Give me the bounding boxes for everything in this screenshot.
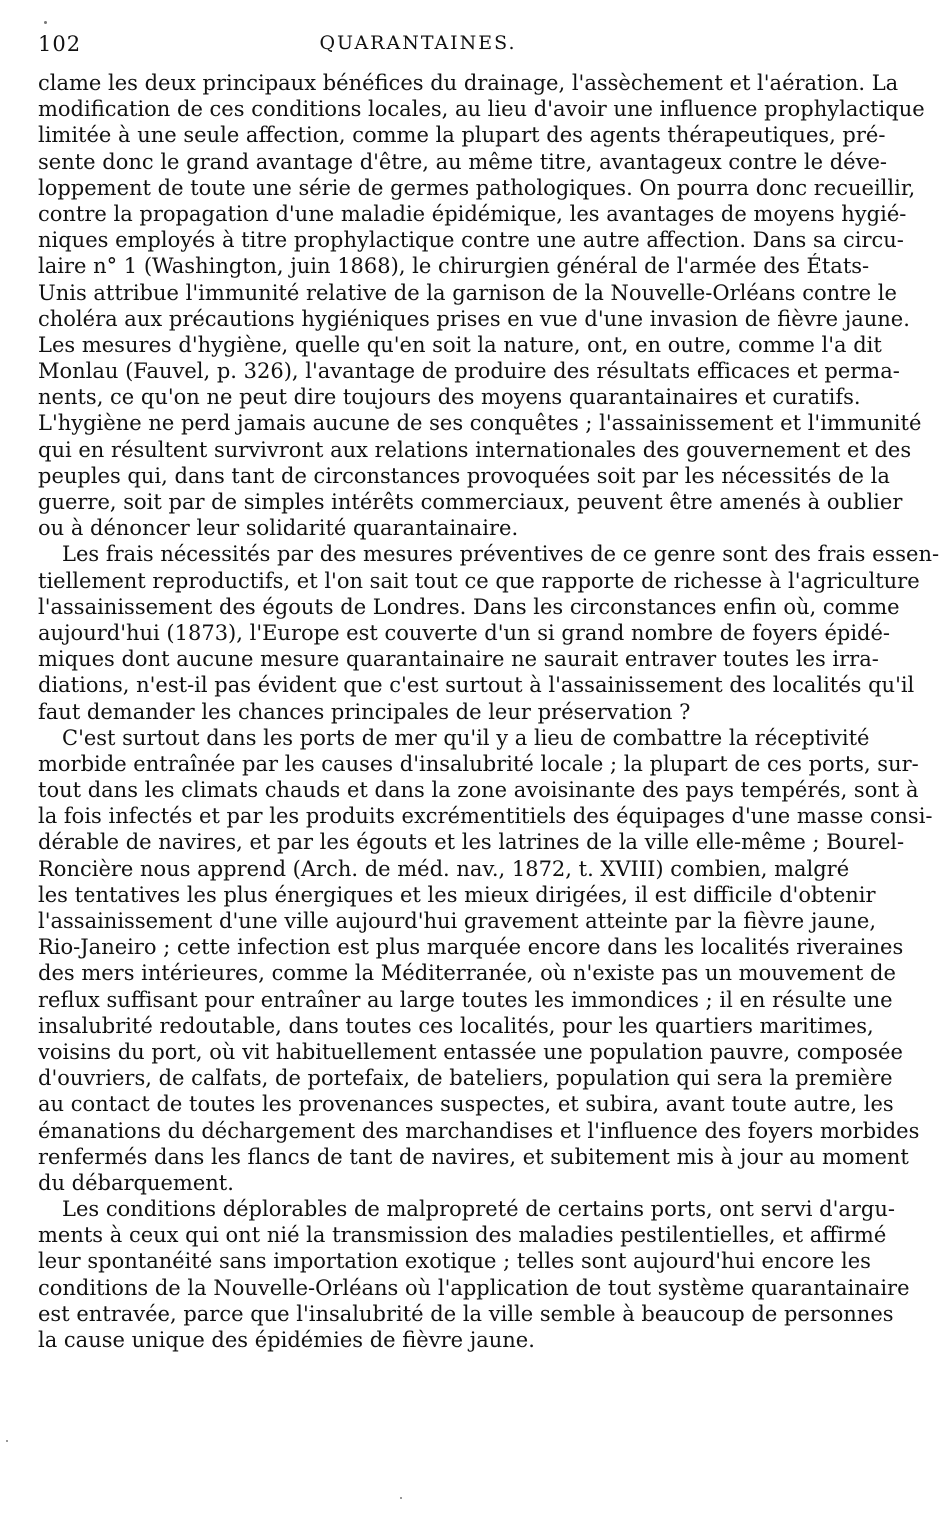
paragraph [38,70,925,541]
text-line: Roncière nous apprend (Arch. de méd. nav., 1872, t. XVIII) combien, malgré [38,856,850,881]
text-line: est entravée, parce que l'insalubrité de la ville semble à beaucoup de personnes [38,1301,894,1326]
text-line: limitée à une seule affection, comme la plupart des agents thérapeutiques, pré- [38,123,886,148]
text-line: insalubrité redoutable, dans toutes ces localités, pour les quartiers maritimes, [38,1013,874,1038]
text-line: leur spontanéité sans importation exotique ; telles sont aujourd'hui encore les [38,1249,871,1274]
text-line: dérable de navires, et par les égouts et les latrines de la ville elle-même ; Bourel- [38,830,905,855]
book-page [38,26,939,1353]
text-line: des mers intérieures, comme la Méditerranée, où n'existe pas un mouvement de [38,961,896,986]
text-line: Monlau (Fauvel, p. 326), l'avantage de produire des résultats efficaces et perma- [38,359,900,384]
body-text [38,70,939,1353]
text-line: les tentatives les plus énergiques et les mieux dirigées, il est difficile d'obtenir [38,882,876,907]
text-line: miques dont aucune mesure quarantainaire ne saurait entraver toutes les irra- [38,647,879,672]
text-line: reflux suffisant pour entraîner au large toutes les immondices ; il en résulte une [38,987,893,1012]
text-line: diations, n'est-il pas évident que c'est surtout à l'assainissement des localités qu'il [38,673,915,698]
text-line: la fois infectés et par les produits excrémentitiels des équipages d'une masse consi- [38,804,933,829]
text-line: C'est surtout dans les ports de mer qu'il y a lieu de combattre la réceptivité [62,725,870,750]
text-line: Les frais nécessités par des mesures préventives de ce genre sont des frais essen- [62,542,939,567]
text-line: voisins du port, où vit habituellement entassée une population pauvre, composée [38,1039,903,1064]
text-line: tiellement reproductifs, et l'on sait tout ce que rapporte de richesse à l'agriculture [38,568,920,593]
text-line: laire n° 1 (Washington, juin 1868), le chirurgien général de l'armée des États- [38,254,870,279]
running-title: QUARANTAINES. [319,32,517,54]
paragraph [38,725,933,1196]
text-line: contre la propagation d'une maladie épidémique, les avantages de moyens hygié- [38,201,907,226]
text-line: Les mesures d'hygiène, quelle qu'en soit la nature, ont, en outre, comme l'a dit [38,332,882,357]
text-line: au contact de toutes les provenances suspectes, et subira, avant toute autre, les [38,1092,894,1117]
text-line: l'assainissement des égouts de Londres. Dans les circonstances enfin où, comme [38,594,900,619]
page-number: 102 [38,32,82,56]
text-line: renfermés dans les flancs de tant de navires, et subitement mis à jour au moment [38,1144,909,1169]
text-line: conditions de la Nouvelle-Orléans où l'application de tout système quarantainaire [38,1275,910,1300]
text-line: la cause unique des épidémies de fièvre jaune. [38,1328,535,1352]
text-line: choléra aux précautions hygiéniques prises en vue d'une invasion de fièvre jaune. [38,306,910,331]
paragraph [38,541,939,724]
text-line: sente donc le grand avantage d'être, au même titre, avantageux contre le déve- [38,149,887,174]
text-line: niques employés à titre prophylactique contre une autre affection. Dans sa circu- [38,228,904,253]
text-line: ments à ceux qui ont nié la transmission des maladies pestilentielles, et affirmé [38,1223,887,1248]
text-line: faut demander les chances principales de leur préservation ? [38,699,691,724]
text-line: Les conditions déplorables de malpropreté de certains ports, ont servi d'argu- [62,1197,895,1222]
scan-speck [400,1497,402,1499]
page-header [38,26,798,70]
scan-speck [44,21,47,24]
text-line: du débarquement. [38,1170,234,1195]
text-line: clame les deux principaux bénéfices du drainage, l'assèchement et l'aération. La [38,71,899,95]
text-line: morbide entraînée par les causes d'insalubrité locale ; la plupart de ces ports, sur- [38,751,919,776]
text-line: ou à dénoncer leur solidarité quarantainaire. [38,516,519,541]
text-line: d'ouvriers, de calfats, de portefaix, de bateliers, population qui sera la première [38,1066,893,1091]
text-line: nents, ce qu'on ne peut dire toujours des moyens quarantainaires et curatifs. [38,385,861,410]
paragraph [38,1196,910,1353]
text-line: L'hygiène ne perd jamais aucune de ses conquêtes ; l'assainissement et l'immunité [38,411,922,436]
text-line: qui en résultent survivront aux relations internationales des gouvernement et des [38,437,912,462]
text-line: peuples qui, dans tant de circonstances provoquées soit par les nécessités de la [38,463,890,488]
text-line: Unis attribue l'immunité relative de la garnison de la Nouvelle-Orléans contre le [38,280,897,305]
text-line: tout dans les climats chauds et dans la zone avoisinante des pays tempérés, sont à [38,778,919,803]
text-line: aujourd'hui (1873), l'Europe est couverte d'un si grand nombre de foyers épidé- [38,620,891,645]
text-line: modification de ces conditions locales, au lieu d'avoir une influence prophylactique [38,97,925,122]
text-line: loppement de toute une série de germes pathologiques. On pourra donc recueillir, [38,175,916,200]
text-line: émanations du déchargement des marchandises et l'influence des foyers morbides [38,1118,920,1143]
text-line: Rio-Janeiro ; cette infection est plus marquée encore dans les localités riveraines [38,935,904,960]
text-line: l'assainissement d'une ville aujourd'hui gravement atteinte par la fièvre jaune, [38,909,877,933]
text-line: guerre, soit par de simples intérêts commerciaux, peuvent être amenés à oublier [38,490,903,514]
scan-speck [6,1440,8,1442]
